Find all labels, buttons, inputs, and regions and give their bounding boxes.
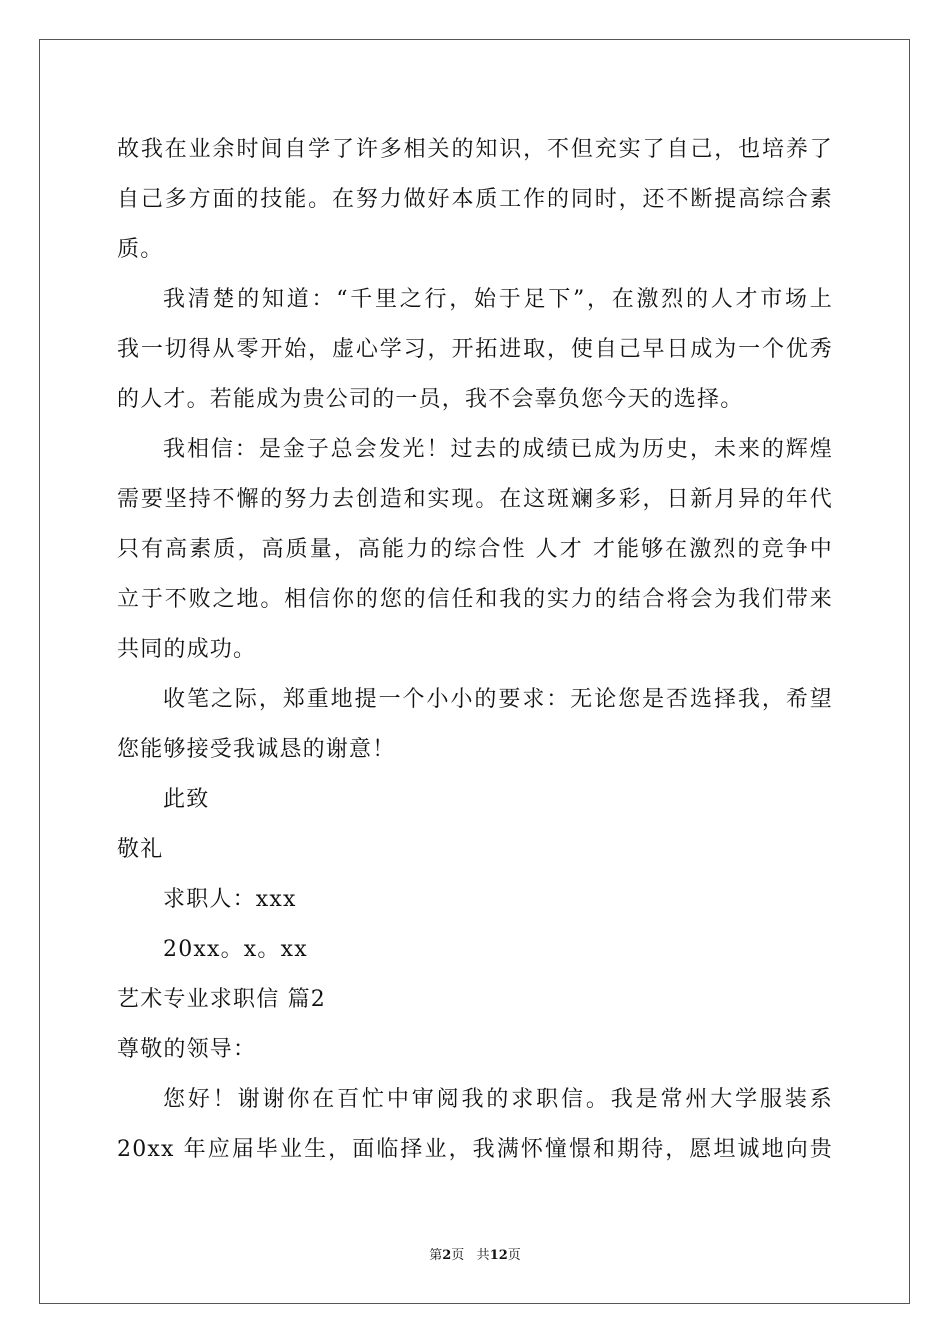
text-line: 需要坚持不懈的努力去创造和实现。在这斑斓多彩，日新月异的年代	[117, 487, 833, 512]
text-line: 共同的成功。	[117, 637, 257, 662]
applicant-signature: 求职人：xxx	[163, 887, 297, 912]
total-label-suffix: 页	[507, 1248, 521, 1263]
text-line: 质。	[117, 237, 164, 262]
text-line: 我相信：是金子总会发光！过去的成绩已成为历史，未来的辉煌	[163, 437, 833, 462]
total-label-prefix: 共	[476, 1248, 490, 1263]
letter-date: 20xx。x。xx	[163, 937, 308, 962]
text-line: 故我在业余时间自学了许多相关的知识，不但充实了自己，也培养了	[117, 137, 833, 162]
total-pages: 12	[489, 1248, 508, 1263]
closing-line: 此致	[163, 787, 210, 812]
text-line: 收笔之际，郑重地提一个小小的要求：无论您是否选择我，希望	[163, 687, 833, 712]
text-line: 只有高素质，高质量，高能力的综合性 人才 才能够在激烈的竞争中	[117, 537, 833, 562]
salutation: 尊敬的领导：	[117, 1037, 257, 1062]
text-line: 您能够接受我诚恳的谢意！	[117, 737, 396, 762]
page-footer	[0, 1247, 950, 1265]
text-line: 我清楚的知道：“千里之行，始于足下”，在激烈的人才市场上	[163, 287, 833, 312]
section-title: 艺术专业求职信 篇2	[117, 987, 326, 1012]
page-label-suffix: 页	[451, 1248, 465, 1263]
text-line: 您好！谢谢你在百忙中审阅我的求职信。我是常州大学服装系	[163, 1087, 833, 1112]
text-line: 我一切得从零开始，虚心学习，开拓进取，使自己早日成为一个优秀	[117, 337, 833, 362]
page-number: 2	[442, 1248, 452, 1263]
text-line: 自己多方面的技能。在努力做好本质工作的同时，还不断提高综合素	[117, 187, 833, 212]
document-body	[117, 125, 833, 1175]
closing-greeting: 敬礼	[117, 837, 164, 862]
text-line: 的人才。若能成为贵公司的一员，我不会辜负您今天的选择。	[117, 387, 744, 412]
page-label-prefix: 第	[429, 1248, 443, 1263]
text-line: 20xx 年应届毕业生，面临择业，我满怀憧憬和期待，愿坦诚地向贵	[117, 1137, 833, 1162]
text-line: 立于不败之地。相信你的您的信任和我的实力的结合将会为我们带来	[117, 587, 833, 612]
